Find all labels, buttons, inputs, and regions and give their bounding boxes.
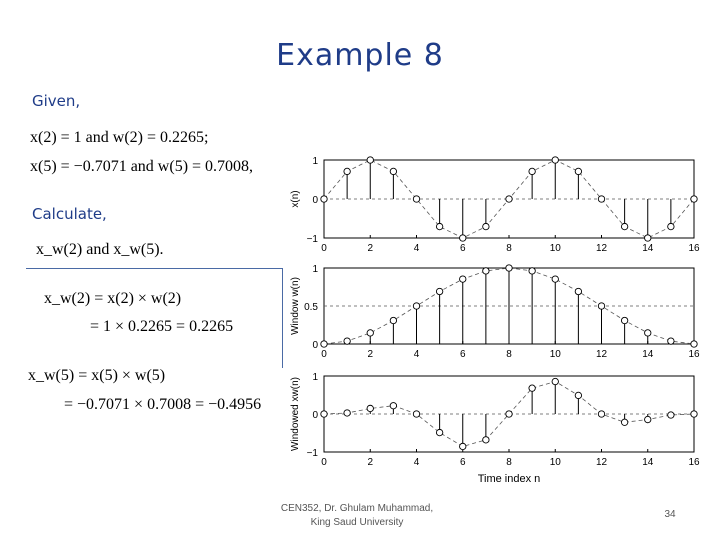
y-tick-label: 1 bbox=[312, 372, 318, 383]
solution-1-line-1: x_w(2) = x(2) × w(2) bbox=[44, 290, 182, 307]
data-point bbox=[598, 411, 604, 417]
data-point bbox=[552, 276, 558, 282]
x-tick-label: 14 bbox=[642, 457, 654, 468]
box-right-border bbox=[282, 268, 283, 368]
data-point bbox=[436, 223, 442, 229]
x-tick-label: 0 bbox=[321, 243, 327, 254]
data-point bbox=[344, 168, 350, 174]
x-tick-label: 6 bbox=[459, 349, 466, 360]
data-point bbox=[321, 196, 327, 202]
data-point bbox=[321, 411, 327, 417]
x-tick-label: 12 bbox=[595, 457, 608, 468]
data-point bbox=[344, 338, 350, 344]
footer-credit bbox=[262, 502, 452, 530]
data-point bbox=[598, 303, 604, 309]
x-tick-label: 8 bbox=[506, 243, 512, 254]
x-tick-label: 16 bbox=[688, 457, 700, 468]
y-tick-label: −1 bbox=[306, 234, 318, 245]
given-label: Given, bbox=[32, 92, 81, 110]
x-tick-label: 10 bbox=[549, 349, 561, 360]
data-point bbox=[668, 412, 674, 418]
x-tick-label: 14 bbox=[642, 349, 654, 360]
x-tick-label: 0 bbox=[321, 349, 327, 360]
y-tick-label: 1 bbox=[312, 156, 318, 167]
x-tick-label: 8 bbox=[506, 457, 512, 468]
x-tick-label: 10 bbox=[549, 243, 561, 254]
data-point bbox=[621, 223, 627, 229]
data-point bbox=[460, 235, 466, 241]
x-tick-label: 16 bbox=[688, 243, 700, 254]
calculate-target: x_w(2) and x_w(5). bbox=[36, 241, 164, 258]
x-tick-label: 16 bbox=[688, 349, 700, 360]
data-point bbox=[621, 317, 627, 323]
data-point bbox=[460, 443, 466, 449]
y-tick-label: 0 bbox=[312, 410, 318, 421]
data-point bbox=[598, 196, 604, 202]
given-equation-1 bbox=[30, 129, 208, 147]
data-point bbox=[367, 405, 373, 411]
data-point bbox=[483, 223, 489, 229]
data-point bbox=[575, 392, 581, 398]
x-tick-label: 10 bbox=[549, 457, 561, 468]
data-point bbox=[529, 268, 535, 274]
data-point bbox=[575, 288, 581, 294]
data-point bbox=[529, 385, 535, 391]
footer-line-1: CEN352, Dr. Ghulam Muhammad, bbox=[280, 503, 434, 514]
given-eq2-text: x(5) = −0.7071 and w(5) = 0.7008, bbox=[30, 158, 254, 175]
given-equation-2 bbox=[30, 158, 253, 176]
data-point bbox=[668, 338, 674, 344]
x-tick-label: 2 bbox=[367, 243, 374, 254]
data-point bbox=[367, 330, 373, 336]
y-tick-label: 1 bbox=[312, 264, 318, 275]
data-point bbox=[645, 330, 651, 336]
y-axis-label: Window w(n) bbox=[290, 277, 301, 335]
box-top-border bbox=[26, 268, 282, 269]
data-point bbox=[367, 157, 373, 163]
data-point bbox=[552, 378, 558, 384]
x-tick-label: 8 bbox=[506, 349, 512, 360]
x-tick-label: 12 bbox=[595, 349, 608, 360]
data-point bbox=[344, 410, 350, 416]
data-point bbox=[621, 419, 627, 425]
x-tick-label: 4 bbox=[413, 243, 420, 254]
data-point bbox=[483, 437, 489, 443]
data-point bbox=[575, 168, 581, 174]
y-tick-label: 0 bbox=[312, 340, 318, 351]
data-point bbox=[668, 223, 674, 229]
x-tick-label: 14 bbox=[642, 243, 654, 254]
solution-1-line-2: = 1 × 0.2265 = 0.2265 bbox=[90, 318, 234, 335]
y-axis-label: x(n) bbox=[290, 190, 301, 208]
x-tick-label: 2 bbox=[367, 457, 374, 468]
x-tick-label: 6 bbox=[459, 243, 466, 254]
data-point bbox=[645, 235, 651, 241]
x-tick-label: 4 bbox=[413, 457, 420, 468]
x-tick-label: 12 bbox=[595, 243, 608, 254]
data-point bbox=[436, 429, 442, 435]
data-point bbox=[390, 403, 396, 409]
given-eq1-text: x(2) = 1 and w(2) = 0.2265; bbox=[30, 129, 209, 146]
y-tick-label: 0 bbox=[312, 195, 318, 206]
data-point bbox=[483, 268, 489, 274]
data-point bbox=[645, 416, 651, 422]
data-point bbox=[529, 168, 535, 174]
y-tick-label: −1 bbox=[306, 448, 318, 459]
data-point bbox=[413, 196, 419, 202]
data-point bbox=[506, 265, 512, 271]
data-point bbox=[691, 196, 697, 202]
calculate-label: Calculate, bbox=[32, 205, 107, 223]
data-point bbox=[413, 411, 419, 417]
x-tick-label: 0 bbox=[321, 457, 327, 468]
x-tick-label: 2 bbox=[367, 349, 374, 360]
data-point bbox=[436, 288, 442, 294]
page-number: 34 bbox=[664, 509, 676, 520]
data-point bbox=[506, 411, 512, 417]
y-tick-label: 0.5 bbox=[304, 302, 318, 313]
data-point bbox=[413, 303, 419, 309]
y-axis-label: Windowed xw(n) bbox=[290, 377, 301, 451]
data-point bbox=[691, 341, 697, 347]
data-point bbox=[552, 157, 558, 163]
data-point bbox=[390, 317, 396, 323]
data-point bbox=[691, 411, 697, 417]
data-point bbox=[321, 341, 327, 347]
signal-plots bbox=[284, 148, 714, 488]
data-point bbox=[390, 168, 396, 174]
footer-line-2: King Saud University bbox=[310, 517, 404, 528]
data-point bbox=[460, 276, 466, 282]
solution-2-line-1: x_w(5) = x(5) × w(5) bbox=[28, 367, 166, 384]
slide-title: Example 8 bbox=[276, 38, 444, 73]
x-tick-label: 4 bbox=[413, 349, 420, 360]
solution-2-line-2: = −0.7071 × 0.7008 = −0.4956 bbox=[64, 396, 262, 413]
data-point bbox=[506, 196, 512, 202]
x-tick-label: 6 bbox=[459, 457, 466, 468]
x-axis-label: Time index n bbox=[477, 473, 541, 485]
